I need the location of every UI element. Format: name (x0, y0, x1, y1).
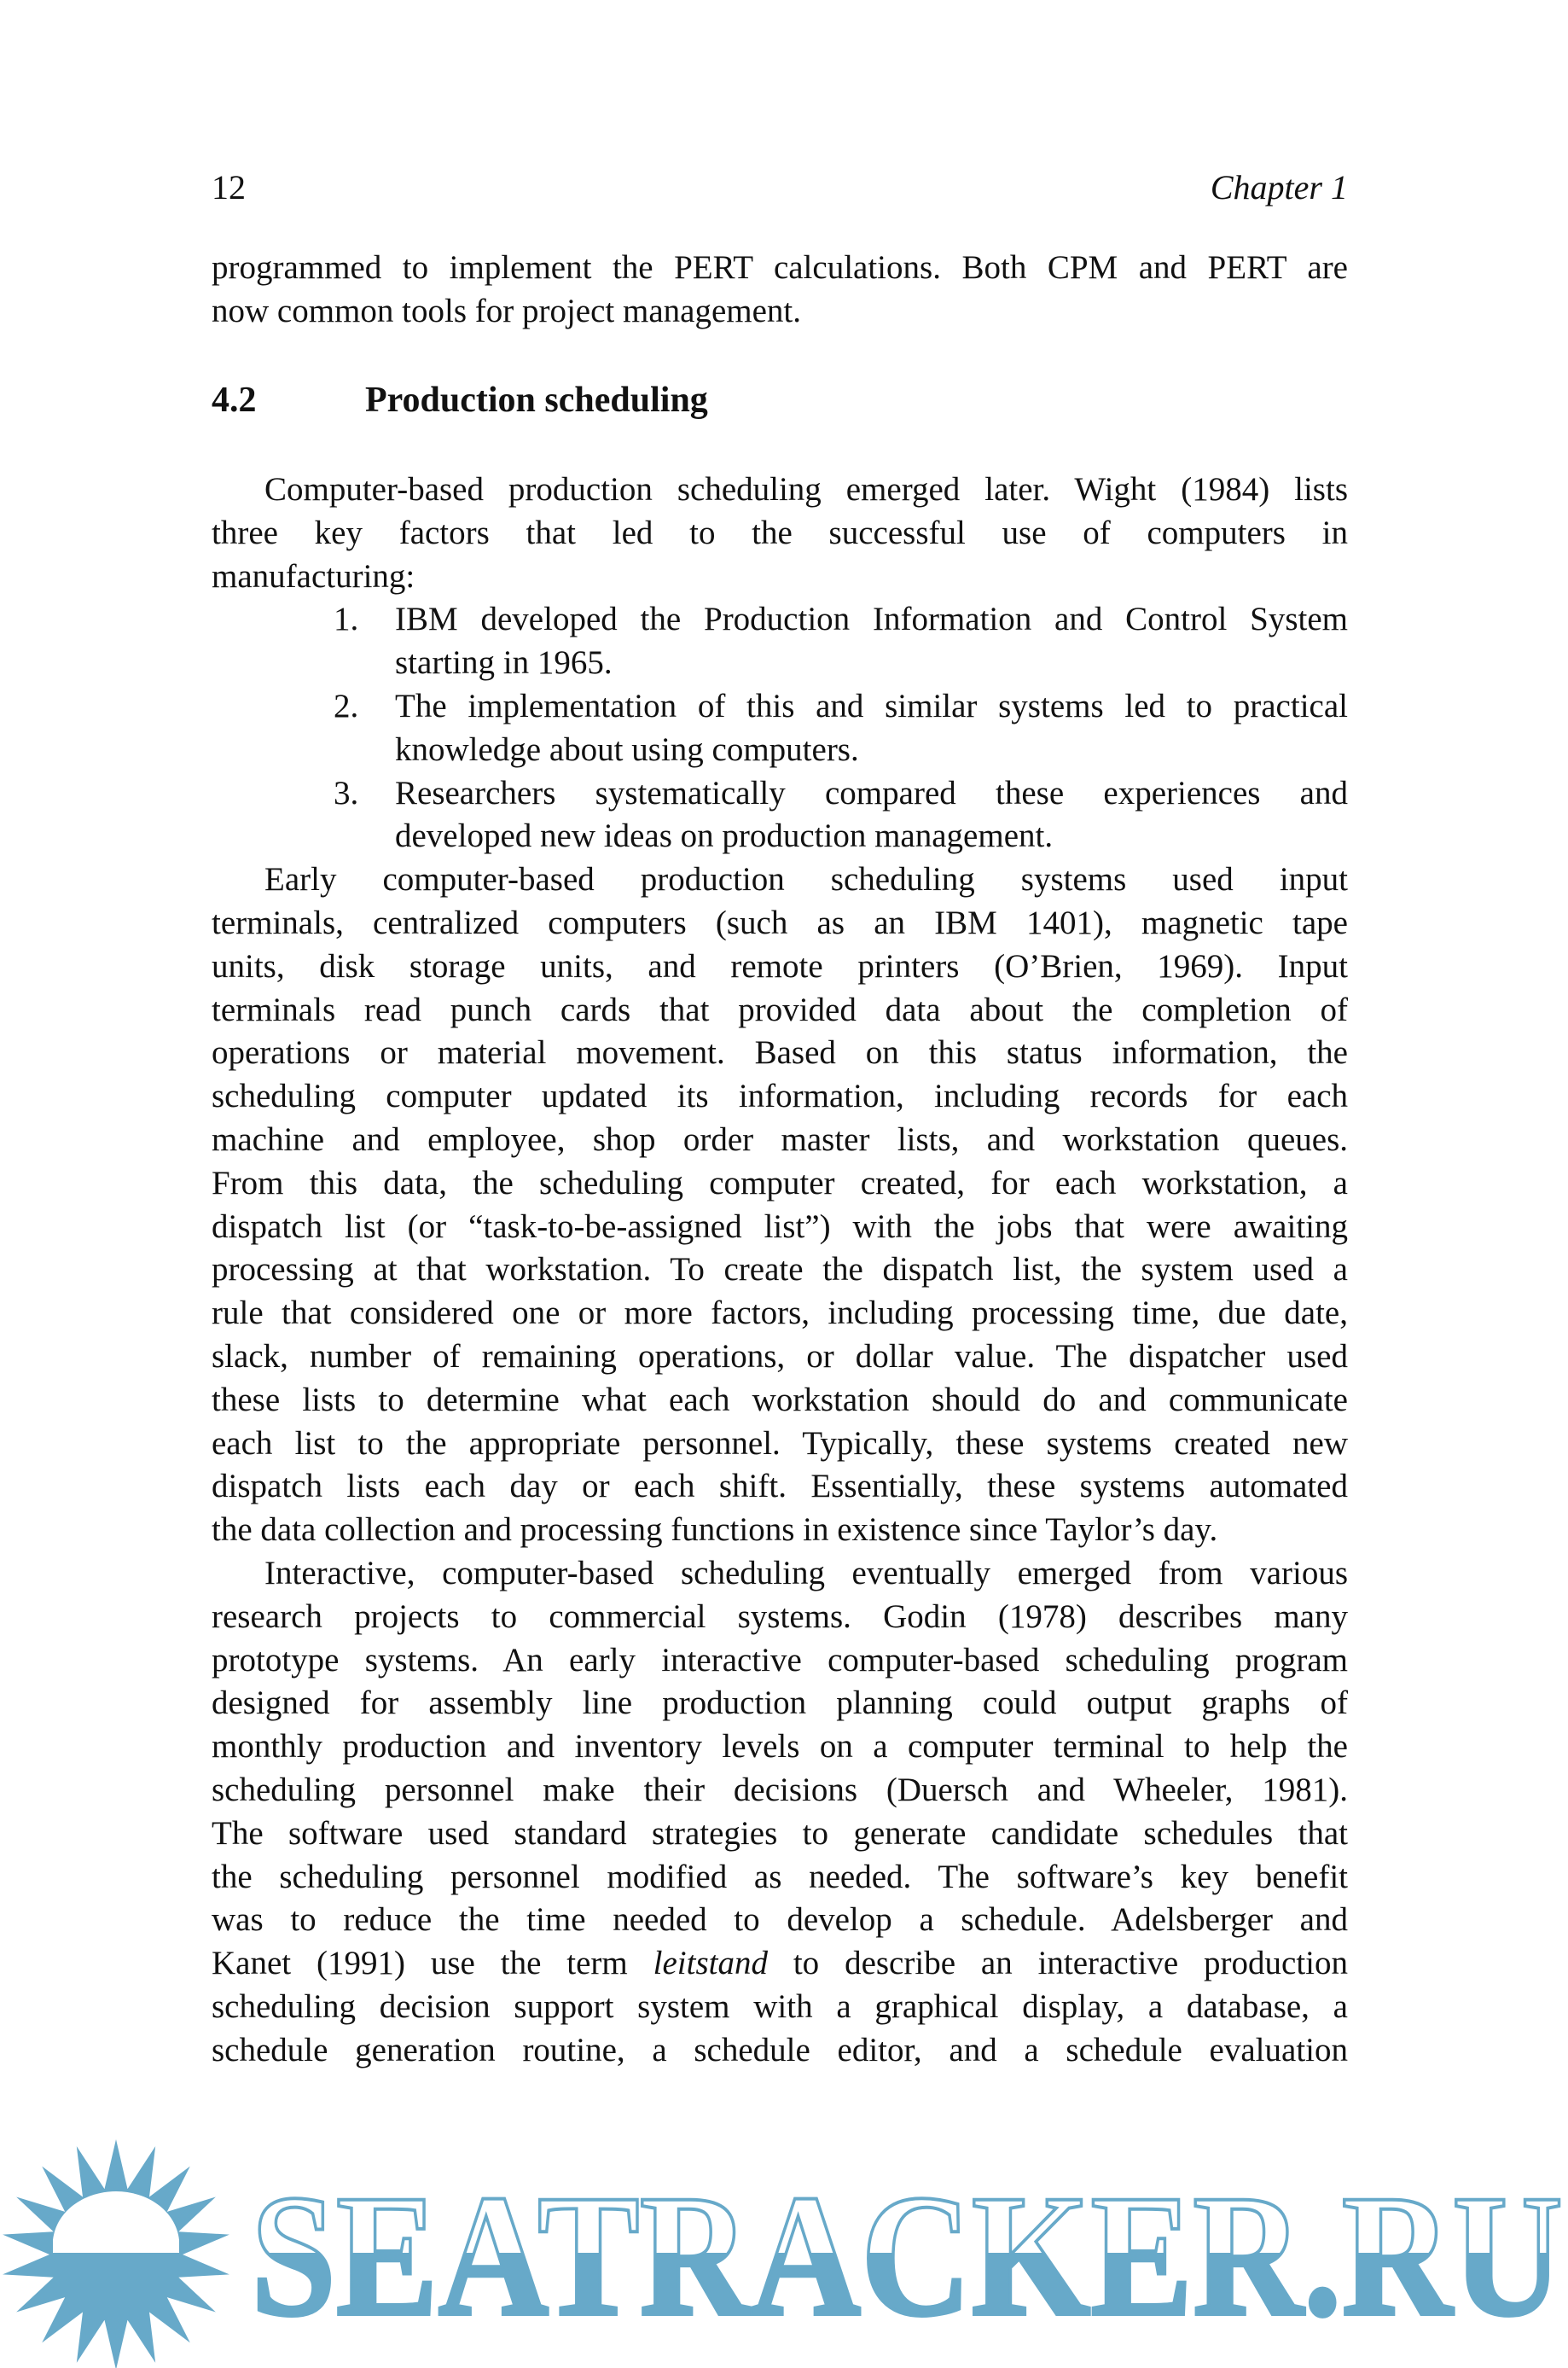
list-item-line (212, 685, 1348, 729)
line-text: manufacturing: (212, 557, 415, 595)
list-number: 1. (334, 601, 359, 638)
text-line (212, 1942, 1348, 1986)
line-text: rule that considered one or more factors, including processing time, due date, (212, 1295, 1348, 1332)
line-text: scheduling decision support system with a graphical display, a database, a (212, 1987, 1348, 2025)
text-line (212, 902, 1348, 945)
line-text: scheduling personnel make their decisions (Duersch and Wheeler, 1981). (212, 1771, 1348, 1808)
text-line (212, 2029, 1348, 2073)
list-number: 3. (334, 774, 359, 812)
italic-term: leitstand (653, 1945, 768, 1982)
line-text: schedule generation routine, a schedule editor, and a schedule evaluation (212, 2031, 1348, 2068)
line-text: research projects to commercial systems. Godin (1978) describes many (212, 1597, 1348, 1635)
text-line: now common tools for project management. (212, 292, 801, 329)
line-text: was to reduce the time needed to develop a schedule. Adelsberger and (212, 1901, 1348, 1939)
line-text: developed new ideas on production management. (395, 817, 1054, 855)
line-text: From this data, the scheduling computer created, for each workstation, a (212, 1164, 1348, 1201)
text-line (212, 1509, 1348, 1552)
line-text: monthly production and inventory levels on a computer terminal to help the (212, 1728, 1348, 1766)
line-text: the data collection and processing functions in existence since Taylor’s day. (212, 1511, 1218, 1549)
line-text: knowledge about using computers. (395, 730, 859, 768)
line-text: terminals read punch cards that provided data about the completion of (212, 991, 1348, 1028)
list-item-line (212, 772, 1348, 816)
section-heading (212, 378, 1065, 422)
text-line (212, 858, 1348, 902)
line-text: dispatch lists each day or each shift. Essentially, these systems automated (212, 1468, 1348, 1505)
text-line (212, 1465, 1348, 1509)
text-line (212, 1986, 1348, 2029)
line-text: The software used standard strategies to generate candidate schedules that (212, 1814, 1348, 1852)
line-text: Researchers systematically compared these experiences and (395, 774, 1348, 812)
line-text: terminals, centralized computers (such as an IBM 1401), magnetic tape (212, 904, 1348, 941)
text-line: programmed to implement the PERT calculations. Both CPM and PERT are (212, 249, 1348, 286)
text-line (212, 468, 1348, 512)
text-line (212, 1119, 1348, 1162)
intro-paragraph (212, 247, 1348, 334)
text-line (212, 1552, 1348, 1596)
text-line (212, 556, 1348, 599)
watermark-text: SEATRACKER.RU (251, 2159, 1563, 2353)
text-line (212, 1725, 1348, 1769)
line-text: these lists to determine what each workstation should do and communicate (212, 1381, 1348, 1418)
line-text: the scheduling personnel modified as needed. The software’s key benefit (212, 1858, 1348, 1895)
text-line (212, 1248, 1348, 1292)
section-number: 4.2 (212, 381, 257, 420)
line-text: each list to the appropriate personnel. Typically, these systems created new (212, 1424, 1348, 1462)
line-text: starting in 1965. (395, 644, 613, 682)
line-text: Computer-based production scheduling emerged later. Wight (1984) lists (264, 471, 1348, 508)
section-body (212, 468, 1348, 2072)
text-line (212, 1292, 1348, 1335)
text-line (212, 1075, 1348, 1119)
text-line (212, 1335, 1348, 1379)
text-line (212, 989, 1348, 1033)
line-text: Early computer-based production scheduling systems used input (264, 861, 1348, 899)
text-line (212, 1812, 1348, 1856)
section-title: Production scheduling (365, 381, 708, 420)
text-line (212, 1639, 1348, 1683)
text-line (212, 945, 1348, 989)
line-text: to describe an interactive production (767, 1945, 1348, 1982)
list-number: 2. (334, 687, 359, 724)
line-text: units, disk storage units, and remote printers (O’Brien, 1969). Input (212, 947, 1348, 985)
text-line (212, 1206, 1348, 1249)
text-line (212, 1899, 1348, 1942)
list-item-line (212, 729, 1348, 772)
line-text: operations or material movement. Based on this status information, the (212, 1034, 1348, 1072)
line-text: Interactive, computer-based scheduling eventually emerged from various (264, 1554, 1348, 1591)
line-text: designed for assembly line production planning could output graphs of (212, 1684, 1348, 1722)
text-line (212, 1596, 1348, 1639)
watermark (0, 2116, 1568, 2368)
text-line (212, 1379, 1348, 1423)
list-item-line (212, 598, 1348, 642)
text-line (212, 1032, 1348, 1075)
sun-icon (3, 2139, 229, 2368)
text-line (212, 1162, 1348, 1206)
line-text: processing at that workstation. To create the dispatch list, the system used a (212, 1251, 1348, 1289)
text-line (212, 1856, 1348, 1900)
line-text: slack, number of remaining operations, or dollar value. The dispatcher used (212, 1337, 1348, 1375)
line-text: The implementation of this and similar systems led to practical (395, 687, 1348, 724)
text-line (212, 1423, 1348, 1466)
line-text: dispatch list (or “task-to-be-assigned list”) with the jobs that were awaiting (212, 1207, 1348, 1245)
line-text: scheduling computer updated its information, including records for each (212, 1078, 1348, 1115)
list-item-line (212, 642, 1348, 685)
text-line (212, 1769, 1348, 1812)
running-header-chapter: Chapter 1 (1210, 168, 1348, 207)
line-text: IBM developed the Production Information and Control System (395, 601, 1348, 638)
line-text: Kanet (1991) use the term (212, 1945, 653, 1982)
list-item-line (212, 815, 1348, 858)
line-text: machine and employee, shop order master lists, and workstation queues. (212, 1120, 1348, 1158)
text-line (212, 1682, 1348, 1725)
line-text: three key factors that led to the successful use of computers in (212, 514, 1348, 551)
text-line (212, 512, 1348, 556)
line-text: prototype systems. An early interactive computer-based scheduling program (212, 1641, 1348, 1679)
page-number: 12 (212, 168, 246, 207)
